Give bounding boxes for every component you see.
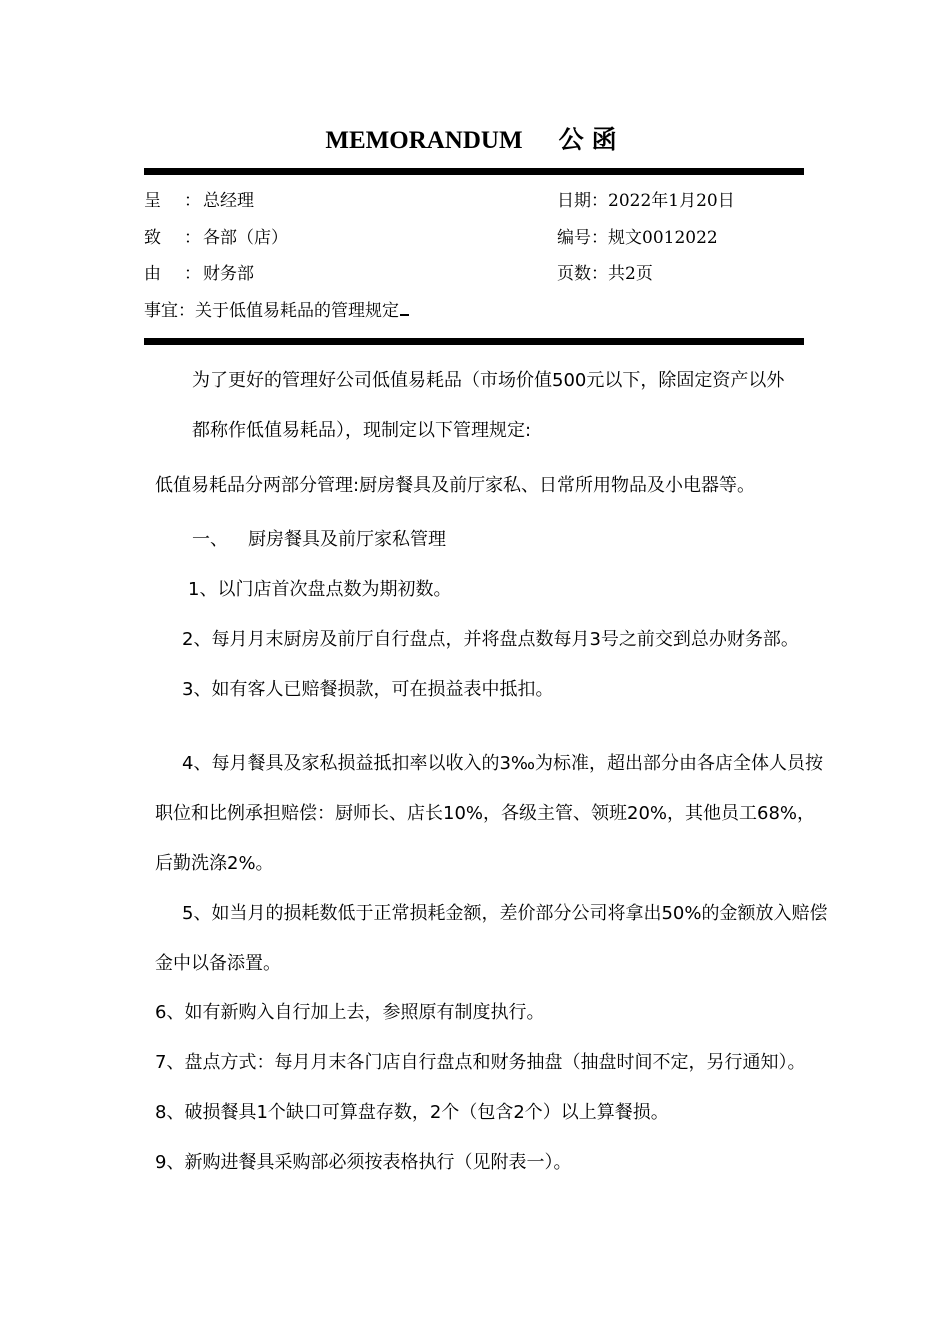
- cc-row: 致 ： 各部（店）: [144, 223, 288, 248]
- to-label: 呈: [144, 191, 161, 211]
- section-heading: [192, 528, 446, 552]
- from-value: 财务部: [203, 264, 254, 284]
- from-label: 由: [144, 264, 161, 284]
- title-english: MEMORANDUM: [325, 127, 523, 154]
- bottom-divider: [144, 338, 804, 345]
- list-item: 3、如有客人已赔餐损款，可在损益表中抵扣。: [182, 679, 554, 700]
- list-item-continued: 职位和比例承担赔偿：厨师长、店长10%，各级主管、领班20%，其他员工68%，: [155, 803, 816, 824]
- subject-row: [144, 296, 409, 321]
- ref-label: 编号：: [557, 228, 608, 248]
- to-row: 呈 ： 总经理: [144, 186, 254, 211]
- section-title: 厨房餐具及前厅家私管理: [248, 529, 446, 550]
- list-item: 9、新购进餐具采购部必须按表格执行（见附表一）。: [155, 1152, 572, 1173]
- intro-line-1: 为了更好的管理好公司低值易耗品（市场价值500元以下，除固定资产以外: [192, 370, 785, 391]
- list-item: 6、如有新购入自行加上去，参照原有制度执行。: [155, 1002, 545, 1023]
- list-item-continued: 后勤洗涤2%。: [155, 853, 274, 874]
- date-row: [557, 186, 735, 211]
- date-value: 2022年1月20日: [608, 191, 735, 211]
- date-label: 日期：: [557, 191, 608, 211]
- memo-title: [0, 120, 950, 156]
- to-value: 总经理: [203, 191, 254, 211]
- list-item: 1、以门店首次盘点数为期初数。: [188, 579, 452, 600]
- subject-label: 事宜：: [144, 301, 195, 321]
- list-item: 5、如当月的损耗数低于正常损耗金额，差价部分公司将拿出50%的金额放入赔偿: [182, 903, 828, 924]
- title-chinese: 公函: [558, 125, 625, 154]
- cc-value: 各部（店）: [203, 228, 288, 248]
- ref-value: 规文0012022: [608, 228, 718, 248]
- list-item: 2、每月月末厨房及前厅自行盘点，并将盘点数每月3号之前交到总办财务部。: [182, 629, 799, 650]
- list-item: 8、破损餐具1个缺口可算盘存数，2个（包含2个）以上算餐损。: [155, 1102, 669, 1123]
- from-row: 由 ： 财务部: [144, 259, 254, 284]
- ref-row: [557, 223, 718, 248]
- pages-value: 共2页: [608, 264, 653, 284]
- pages-row: [557, 259, 653, 284]
- top-divider: [144, 168, 804, 175]
- pages-label: 页数：: [557, 264, 608, 284]
- subject-value: 关于低值易耗品的管理规定: [195, 301, 399, 321]
- list-item-continued: 金中以备添置。: [155, 953, 281, 974]
- overview-paragraph: 低值易耗品分两部分管理:厨房餐具及前厅家私、日常所用物品及小电器等。: [155, 475, 756, 496]
- intro-line-2: 都称作低值易耗品），现制定以下管理规定:: [192, 420, 532, 441]
- text-cursor: [400, 314, 409, 316]
- section-number: 一、: [192, 529, 228, 550]
- list-item: 4、每月餐具及家私损益抵扣率以收入的3‰为标准，超出部分由各店全体人员按: [182, 753, 824, 774]
- cc-label: 致: [144, 228, 161, 248]
- list-item: 7、盘点方式：每月月末各门店自行盘点和财务抽盘（抽盘时间不定，另行通知）。: [155, 1052, 806, 1073]
